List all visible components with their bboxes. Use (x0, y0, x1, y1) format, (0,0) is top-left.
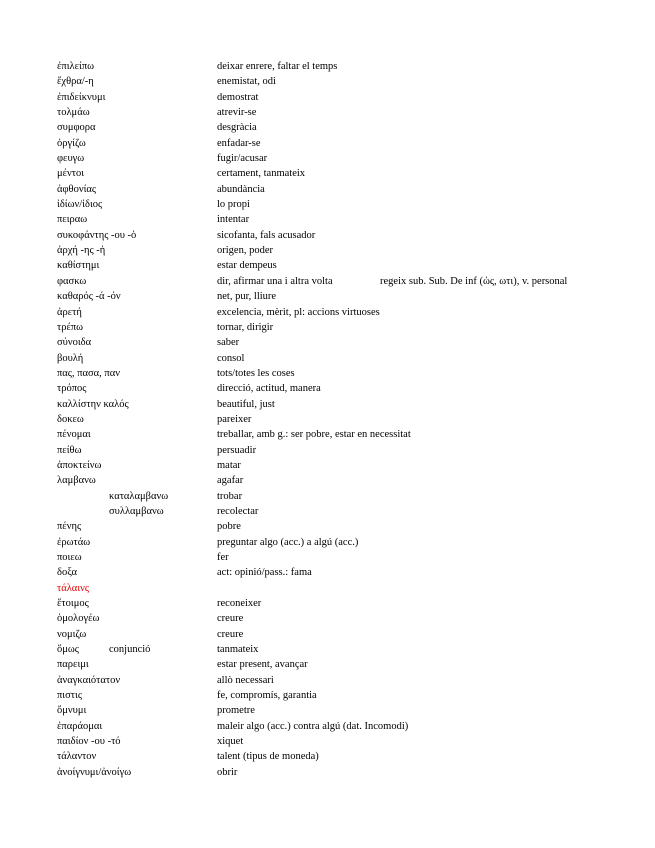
catalan-translation: xiquet (217, 736, 244, 748)
greek-term: παρειμι (57, 659, 89, 671)
catalan-translation: atrevir-se (217, 107, 257, 119)
catalan-translation: lo propi (217, 199, 250, 211)
greek-term: ὄμνυμι (57, 705, 87, 717)
vocab-row (57, 673, 617, 688)
vocab-row (57, 489, 617, 504)
catalan-translation: direcció, actitud, manera (217, 383, 321, 395)
vocab-row (57, 443, 617, 458)
vocab-row (57, 565, 617, 580)
catalan-translation: talent (tipus de moneda) (217, 751, 319, 763)
greek-term: καταλαμβανω (109, 490, 169, 502)
catalan-translation: fer (217, 552, 229, 563)
catalan-translation: pobre (217, 521, 241, 533)
vocab-row (57, 550, 617, 565)
catalan-translation: persuadir (217, 444, 257, 456)
vocab-row (57, 351, 617, 366)
catalan-translation: tornar, dirigir (217, 321, 274, 333)
greek-term: ὅμως (57, 644, 79, 656)
vocab-row (57, 74, 617, 89)
vocab-row (57, 627, 617, 642)
greek-term: φευγω (57, 153, 85, 165)
greek-term: ἔχθρα/-η (57, 76, 94, 88)
vocab-row (57, 381, 617, 396)
vocab-row (57, 642, 617, 657)
catalan-translation: enfadar-se (217, 137, 261, 149)
vocab-row (57, 504, 617, 519)
greek-term: πένης (57, 521, 82, 533)
catalan-translation: certament, tanmateix (217, 168, 306, 180)
catalan-translation: demostrat (217, 91, 259, 103)
catalan-translation: abundància (217, 183, 265, 195)
catalan-translation: saber (217, 337, 240, 349)
catalan-translation: reconeixer (217, 598, 262, 610)
greek-term: ἐρωτάω (57, 536, 91, 548)
catalan-translation: prometre (217, 705, 255, 717)
vocab-row (57, 366, 617, 381)
catalan-translation: beautiful, just (217, 398, 275, 410)
vocab-row (57, 397, 617, 412)
greek-term: δοκεω (57, 413, 84, 425)
catalan-translation: net, pur, lliure (217, 291, 277, 303)
catalan-translation: obrir (217, 766, 238, 778)
greek-term: ἀνοίγνυμι/ἀνοίγω (57, 766, 132, 778)
grammar-remark: regeix sub. Sub. De inf (ὡς, ωτι), v. personal (380, 275, 568, 287)
greek-term: ἀρχή -ης -ἡ (57, 245, 106, 257)
catalan-translation: estar present, avançar (217, 659, 308, 671)
catalan-translation: matar (217, 459, 241, 471)
catalan-translation: fugir/acusar (217, 153, 268, 165)
catalan-translation: creure (217, 613, 244, 625)
vocab-row (57, 458, 617, 473)
vocab-row (57, 182, 617, 197)
catalan-translation: estar dempeus (217, 260, 277, 272)
greek-term: σύνοιδα (57, 337, 92, 349)
catalan-translation: fe, compromís, garantia (217, 690, 317, 702)
greek-term: συμφορα (57, 122, 96, 134)
vocab-row (57, 611, 617, 626)
catalan-translation: desgràcia (217, 122, 257, 134)
greek-term: τρόπος (57, 383, 87, 395)
greek-term: πας, πασα, παν (57, 367, 120, 379)
greek-term: ὁμολογέω (57, 613, 100, 625)
vocab-row (57, 765, 617, 780)
greek-term: πένομαι (57, 429, 91, 441)
catalan-translation: maleir algo (acc.) contra algú (dat. Incomodi) (217, 720, 409, 732)
vocab-row (57, 657, 617, 672)
greek-term: ἀναγκαιότατον (57, 674, 121, 686)
catalan-translation: trobar (217, 490, 243, 502)
greek-term: μέντοι (57, 168, 85, 180)
vocab-row (57, 719, 617, 734)
greek-term: δοξα (57, 567, 77, 579)
vocab-row (57, 197, 617, 212)
greek-term: φασκω (57, 275, 87, 287)
greek-term: ἀφθονίας (57, 183, 97, 195)
vocab-row (57, 519, 617, 534)
greek-term: ἰδίων/ἰδιος (57, 199, 103, 211)
greek-term: βουλή (57, 352, 84, 364)
vocab-row (57, 289, 617, 304)
catalan-translation: enemistat, odi (217, 76, 276, 88)
vocab-row (57, 258, 617, 273)
greek-term: τρέπω (57, 321, 84, 333)
vocab-row (57, 136, 617, 151)
vocab-row (57, 274, 617, 289)
vocab-row (57, 535, 617, 550)
greek-term: ὀργίζω (57, 137, 86, 149)
catalan-translation: intentar (217, 214, 250, 226)
greek-term: ἀποκτείνω (57, 459, 102, 471)
vocab-row (57, 305, 617, 320)
vocab-row (57, 320, 617, 335)
vocab-row (57, 734, 617, 749)
greek-term: τάλαντον (57, 751, 97, 763)
greek-term: ἐπιλείπω (57, 61, 95, 72)
vocab-row (57, 335, 617, 350)
vocab-row (57, 243, 617, 258)
greek-term: ἕτοιμος (57, 598, 89, 610)
vocab-row (57, 151, 617, 166)
vocab-row (57, 105, 617, 120)
catalan-translation: allò necessari (217, 674, 274, 686)
vocab-row (57, 228, 617, 243)
vocab-row (57, 120, 617, 135)
greek-term: λαμβανω (57, 475, 96, 487)
greek-term: πιστις (57, 690, 82, 702)
greek-term: πειραω (57, 214, 88, 226)
catalan-translation: creure (217, 628, 244, 640)
vocab-row (57, 212, 617, 227)
greek-term: τολμάω (57, 107, 90, 119)
vocab-row (57, 166, 617, 181)
greek-term: νομιζω (57, 628, 87, 640)
greek-term: πείθω (57, 444, 82, 456)
catalan-translation: recolectar (217, 505, 259, 517)
catalan-translation: tots/totes les coses (217, 367, 295, 379)
greek-term: ἐπαράομαι (57, 720, 103, 732)
vocab-row (57, 596, 617, 611)
vocab-row (57, 473, 617, 488)
vocab-row (57, 90, 617, 105)
vocab-row (57, 688, 617, 703)
catalan-translation: treballar, amb g.: ser pobre, estar en necessitat (217, 429, 411, 441)
greek-term: συκοφάντης -ου -ὁ (57, 229, 137, 241)
catalan-translation: agafar (217, 475, 244, 487)
vocab-row (57, 412, 617, 427)
catalan-translation: deixar enrere, faltar el temps (217, 61, 338, 72)
vocabulary-list (57, 59, 617, 780)
vocab-row (57, 581, 617, 596)
catalan-translation: sicofanta, fals acusador (217, 229, 316, 241)
catalan-translation: origen, poder (217, 245, 273, 257)
vocab-row (57, 59, 617, 74)
catalan-translation: excelencia, mèrit, pl: accions virtuoses (217, 306, 380, 318)
greek-term: τάλαινς (57, 582, 90, 594)
grammar-note: conjunció (109, 644, 151, 656)
catalan-translation: tanmateix (217, 644, 259, 656)
greek-term: ἐπιδείκνυμι (57, 91, 106, 103)
vocab-row (57, 703, 617, 718)
catalan-translation: act: opinió/pass.: fama (217, 567, 312, 579)
catalan-translation: consol (217, 352, 245, 364)
catalan-translation: pareixer (217, 413, 252, 425)
greek-term: παιδίον -ου -τό (57, 736, 121, 748)
greek-term: συλλαμβανω (109, 505, 164, 517)
vocab-row (57, 749, 617, 764)
vocab-row (57, 427, 617, 442)
catalan-translation: dir, afirmar una i altra volta (217, 275, 333, 287)
greek-term: ποιεω (57, 552, 82, 563)
greek-term: καλλίστην καλός (57, 398, 129, 410)
greek-term: καθαρός -ά -όν (57, 291, 121, 303)
greek-term: ἀρετή (57, 306, 82, 318)
catalan-translation: preguntar algo (acc.) a algú (acc.) (217, 536, 359, 548)
greek-term: καθίστημι (57, 260, 100, 272)
